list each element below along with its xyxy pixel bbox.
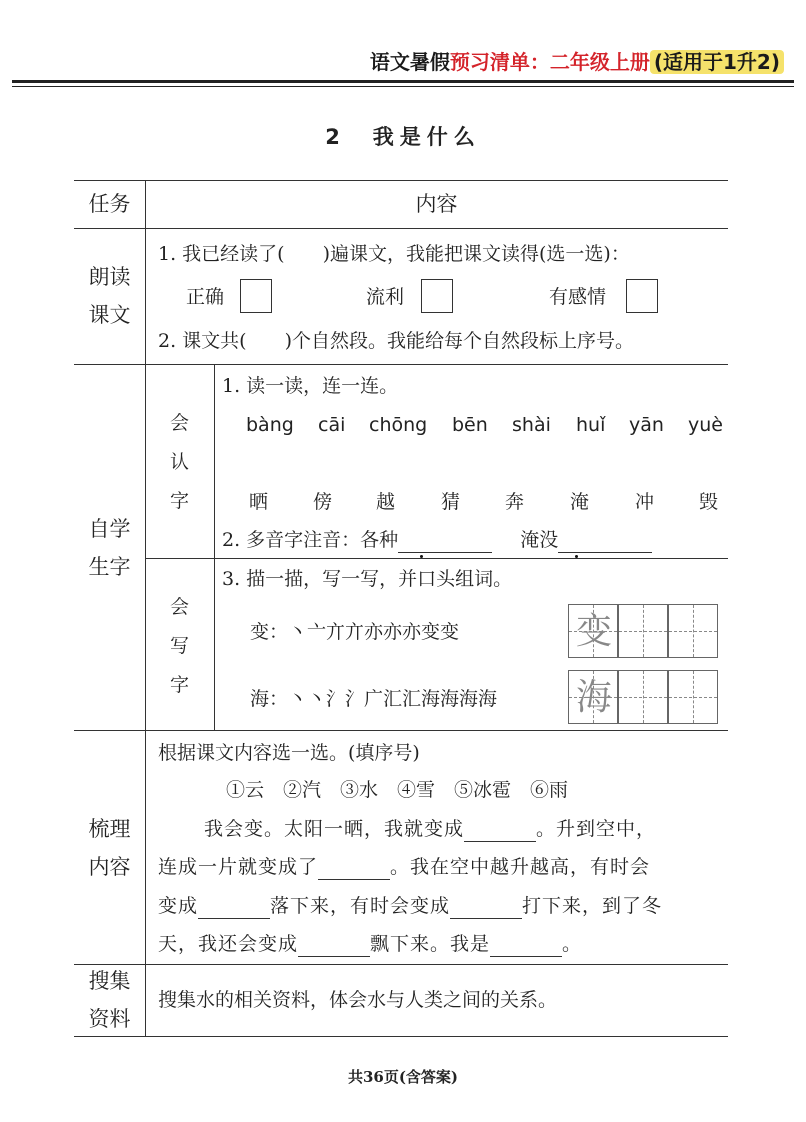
emphasis-dot (575, 555, 578, 558)
organize-text: 我会变。太阳一晒，我就变成 (204, 818, 465, 840)
organize-line-3 (158, 893, 662, 919)
organize-text: 天，我还会变成 (158, 933, 299, 955)
organize-line-2 (158, 854, 650, 880)
trace-character: 海 (575, 677, 612, 718)
column-header-task: 任务 (88, 192, 131, 216)
writing-grid-cell[interactable] (618, 670, 668, 724)
char-item: 淹 (570, 491, 590, 513)
subrow-label-recognize: 会 (170, 412, 190, 434)
polyphone-word-1: 各种 (360, 529, 399, 551)
read-option-label: 有感情 (549, 286, 607, 308)
row-label-selfstudy-line2: 生字 (88, 555, 131, 579)
table-row-divider (74, 730, 728, 731)
table-row-divider (74, 228, 728, 229)
pinyin-item: yān (629, 414, 664, 436)
table-subcolumn-divider (214, 364, 215, 730)
read-question-1: 1. 我已经读了( )遍课文，我能把课文读得(选一选)： (158, 243, 630, 265)
header-title-part2: 预习清单：二年级上册 (449, 50, 650, 74)
char-item: 猜 (441, 491, 461, 513)
polyphone-answer-blank-1[interactable] (398, 529, 492, 553)
organize-line-4 (158, 931, 582, 957)
selfstudy-question-1: 1. 读一读，连一连。 (222, 375, 399, 397)
header-rule-thin (12, 86, 794, 87)
table-border-bottom (74, 1036, 728, 1037)
header-title-part1: 语文暑假 (369, 50, 450, 74)
pinyin-item: cāi (318, 414, 346, 436)
read-option-checkbox-fluent[interactable] (421, 279, 453, 313)
header-rule-thick (12, 80, 794, 83)
fill-blank[interactable] (450, 895, 522, 919)
subrow-label-write: 写 (170, 635, 190, 657)
char-item: 奔 (505, 491, 525, 513)
row-label-collect-line2: 资料 (88, 1007, 131, 1031)
subrow-label-write: 字 (170, 674, 190, 696)
header-grade-tag: (适用于1升2) (650, 50, 784, 74)
collect-text: 搜集水的相关资料，体会水与人类之间的关系。 (158, 989, 558, 1011)
writing-grid-cell[interactable] (668, 670, 718, 724)
pinyin-item: huǐ (576, 414, 606, 436)
trace-character: 变 (575, 611, 612, 652)
table-subrow-divider (145, 558, 728, 559)
writing-grid-cell[interactable] (568, 604, 618, 658)
char-item: 晒 (249, 491, 269, 513)
read-option-checkbox-emotion[interactable] (626, 279, 658, 313)
row-label-selfstudy-line1: 自学 (88, 517, 131, 541)
organize-text: 打下来，到了冬 (522, 895, 663, 917)
polyphone-word-2: 淹没 (520, 529, 559, 551)
row-label-collect-line1: 搜集 (88, 969, 131, 993)
organize-choices: ①云 ②汽 ③水 ④雪 ⑤冰雹 ⑥雨 (226, 779, 569, 801)
organize-text: 。 (562, 933, 583, 955)
emphasis-dot (420, 555, 423, 558)
page-footer: 共36页(含答案) (347, 1068, 459, 1086)
subrow-label-recognize: 认 (170, 451, 190, 473)
char-item: 越 (376, 491, 396, 513)
header-title (370, 46, 784, 75)
fill-blank[interactable] (318, 856, 390, 880)
char-item: 毁 (699, 491, 719, 513)
char-item: 冲 (635, 491, 655, 513)
row-label-organize-line1: 梳理 (88, 817, 131, 841)
pinyin-item: chōng (369, 414, 428, 436)
fill-blank[interactable] (464, 818, 536, 842)
read-option-checkbox-correct[interactable] (240, 279, 272, 313)
pinyin-item: bàng (246, 414, 294, 436)
fill-blank[interactable] (198, 895, 270, 919)
stroke-order-hai: 海：丶丶氵氵广汇汇海海海海 (250, 688, 498, 710)
writing-grid-cell[interactable] (668, 604, 718, 658)
read-question-2: 2. 课文共( )个自然段。我能给每个自然段标上序号。 (158, 330, 634, 352)
table-border-top (74, 180, 728, 181)
organize-text: 飘下来。我是 (370, 933, 491, 955)
polyphone-answer-blank-2[interactable] (558, 529, 652, 553)
table-row-divider (74, 964, 728, 965)
selfstudy-question-3: 3. 描一描，写一写，并口头组词。 (222, 568, 513, 590)
read-option-label: 正确 (186, 286, 225, 308)
lesson-title: 2 我是什么 (325, 125, 481, 149)
writing-grid-cell[interactable] (568, 670, 618, 724)
row-label-read-line2: 课文 (88, 303, 131, 327)
char-item: 傍 (313, 491, 333, 513)
organize-text: 落下来，有时会变成 (270, 895, 451, 917)
pinyin-item: yuè (688, 414, 723, 436)
table-column-divider (145, 180, 146, 1036)
subrow-label-write: 会 (170, 596, 190, 618)
organize-instruction: 根据课文内容选一选。(填序号) (158, 742, 420, 764)
column-header-content: 内容 (415, 192, 458, 216)
organize-text: 连成一片就变成了 (158, 856, 319, 878)
row-label-organize-line2: 内容 (88, 855, 131, 879)
stroke-order-bian: 变：丶亠亣亣亦亦亦变变 (250, 621, 460, 643)
organize-text: 。我在空中越升越高，有时会 (390, 856, 651, 878)
organize-text: 变成 (158, 895, 199, 917)
organize-text: 。升到空中， (536, 818, 657, 840)
read-option-label: 流利 (366, 286, 405, 308)
selfstudy-question-2 (222, 527, 652, 553)
pinyin-item: bēn (452, 414, 488, 436)
fill-blank[interactable] (490, 933, 562, 957)
polyphone-prefix: 2. 多音字注音： (222, 529, 361, 551)
row-label-read-line1: 朗读 (88, 265, 131, 289)
fill-blank[interactable] (298, 933, 370, 957)
pinyin-item: shài (512, 414, 551, 436)
organize-line-1 (158, 816, 656, 842)
subrow-label-recognize: 字 (170, 490, 190, 512)
table-row-divider (74, 364, 728, 365)
writing-grid-cell[interactable] (618, 604, 668, 658)
